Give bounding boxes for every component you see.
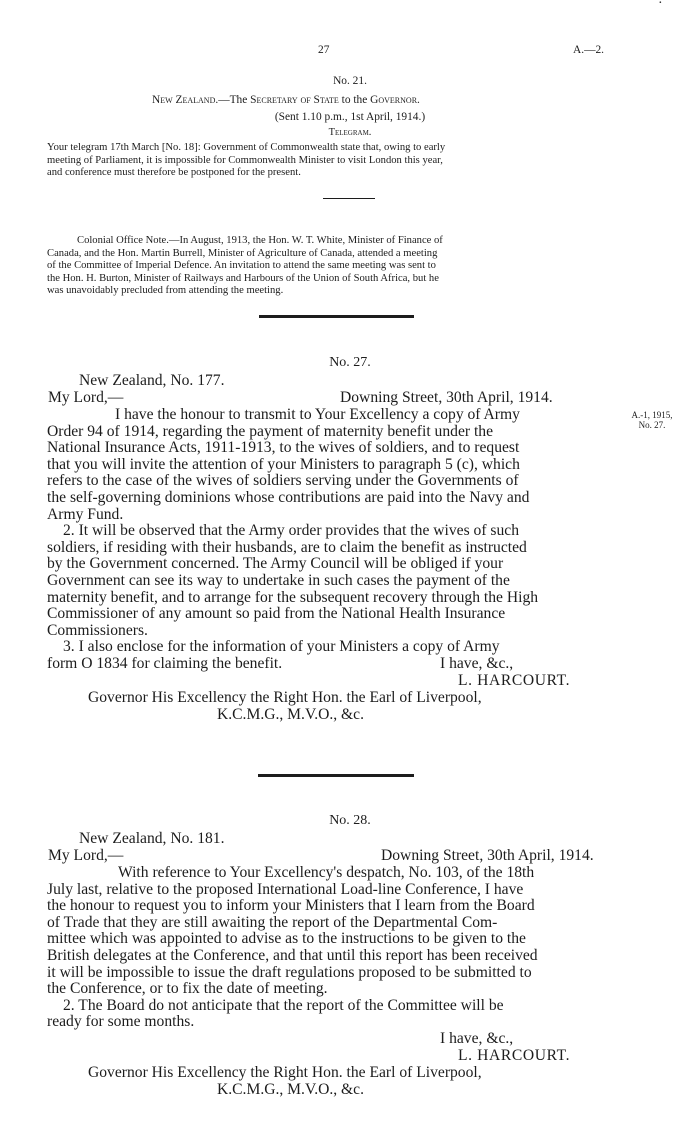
no27-heading: No. 27. — [329, 355, 371, 370]
margin-ref-line: No. 27. — [638, 420, 666, 430]
no27-signature: L. HARCOURT. — [458, 672, 571, 689]
thick-divider — [258, 774, 414, 777]
no27-body-line: Commissioners. — [47, 621, 148, 639]
no28-body — [47, 865, 619, 1031]
reference-code: A.—2. — [573, 44, 605, 56]
no21-body-line: and conference must therefore be postponed for the present. — [47, 167, 301, 179]
short-divider — [323, 198, 375, 199]
no27-margin-reference — [622, 410, 682, 430]
no28-body-line: British delegates at the Conference, and that until this report has been received — [47, 946, 538, 964]
no27-body-line: Commissioner of any amount so paid from the National Health Insurance — [47, 605, 506, 623]
no21-title-secretary: Secretary of State — [250, 94, 339, 106]
no21-body-line: meeting of Parliament, it is impossible for Commonwealth Minister to visit London this year, — [47, 154, 443, 166]
no28-body-line: 2. The Board do not anticipate that the report of the Committee will be — [63, 996, 504, 1014]
no27-body-line: by the Government concerned. The Army Council will be obliged if your — [47, 555, 504, 573]
no27-addressee-line-2: K.C.M.G., M.V.O., &c. — [217, 706, 364, 723]
no27-body-line: refers to the case of the wives of soldiers serving under the Governments of — [47, 472, 519, 490]
no27-body-line: I have the honour to transmit to Your Excellency a copy of Army — [115, 406, 520, 423]
margin-ref-line: A.-1, 1915, — [631, 410, 673, 420]
no28-body-line: mittee which was appointed to advise as to the instructions to be given to the — [47, 930, 526, 948]
no27-salutation: My Lord,— — [48, 389, 124, 406]
no21-title-mid-2: to the — [338, 94, 371, 106]
no21-heading: No. 21. — [333, 75, 367, 87]
no27-body-line: soldiers, if residing with their husbands, are to claim the benefit as instructed — [47, 538, 527, 556]
no27-body-line: Order 94 of 1914, regarding the payment of maternity benefit under the — [47, 422, 494, 440]
no28-place-date: Downing Street, 30th April, 1914. — [381, 847, 594, 864]
no27-body-line: maternity benefit, and to arrange for the subsequent recovery through the High — [47, 588, 539, 606]
no27-body-line: form O 1834 for claiming the benefit. — [47, 654, 283, 672]
no27-i-have: I have, &c., — [440, 655, 514, 672]
no28-addressee-line-2: K.C.M.G., M.V.O., &c. — [217, 1081, 364, 1098]
no21-title-lead: New Zealand. — [152, 94, 219, 106]
no27-reference: New Zealand, No. 177. — [79, 372, 225, 389]
no27-body — [47, 407, 619, 673]
no28-body-line: it will be impossible to issue the draft regulations proposed to be submitted to — [47, 963, 532, 981]
no28-body-line: the honour to request you to inform your Ministers that I learn from the Board — [47, 897, 535, 915]
no28-addressee-line-1: Governor His Excellency the Right Hon. the Earl of Liverpool, — [88, 1064, 482, 1081]
no28-body-line: ready for some months. — [47, 1013, 195, 1031]
no21-title-mid-1: —The — [218, 94, 251, 106]
no21-telegram-label: Telegram. — [328, 127, 372, 138]
no21-body — [47, 142, 619, 180]
no21-title-governor: Governor. — [370, 94, 420, 106]
corner-mark: · — [658, 0, 663, 11]
no27-body-line: Army Fund. — [47, 505, 124, 523]
no28-body-line: With reference to Your Excellency's despatch, No. 103, of the 18th — [118, 864, 535, 881]
page-number: 27 — [318, 44, 330, 56]
no28-body-line: July last, relative to the proposed International Load-line Conference, I have — [47, 880, 524, 898]
no28-signature: L. HARCOURT. — [458, 1047, 571, 1064]
no21-title — [152, 94, 420, 107]
colonial-office-note — [47, 235, 619, 298]
no28-salutation: My Lord,— — [48, 847, 124, 864]
no27-body-line: the self-governing dominions whose contributions are paid into the Navy and — [47, 488, 530, 506]
note-line: Canada, and the Hon. Martin Burrell, Minister of Agriculture of Canada, attended a meeting — [47, 247, 438, 259]
no21-sent-time: (Sent 1.10 p.m., 1st April, 1914.) — [274, 111, 426, 123]
no28-reference: New Zealand, No. 181. — [79, 830, 225, 847]
no27-body-line: 3. I also enclose for the information of your Ministers a copy of Army — [63, 638, 500, 656]
no27-addressee-line-1: Governor His Excellency the Right Hon. the Earl of Liverpool, — [88, 689, 482, 706]
no27-body-line: that you will invite the attention of your Ministers to paragraph 5 (c), which — [47, 455, 520, 473]
no28-body-line: of Trade that they are still awaiting the report of the Departmental Com- — [47, 913, 498, 931]
note-line: was unavoidably precluded from attending the meeting. — [47, 285, 284, 297]
note-line: of the Committee of Imperial Defence. An invitation to attend the same meeting was sent to — [47, 260, 436, 272]
no27-body-line: National Insurance Acts, 1911-1913, to the wives of soldiers, and to request — [47, 439, 520, 457]
no28-i-have: I have, &c., — [440, 1030, 514, 1047]
no27-body-line: Government can see its way to undertake in such cases the payment of the — [47, 571, 510, 589]
no28-body-line: the Conference, or to fix the date of meeting. — [47, 980, 328, 998]
no21-body-line: Your telegram 17th March [No. 18]: Government of Commonwealth state that, owing to early — [47, 142, 446, 153]
no27-body-line: 2. It will be observed that the Army order provides that the wives of such — [63, 522, 520, 540]
note-line: Colonial Office Note.—In August, 1913, the Hon. W. T. White, Minister of Finance of — [77, 235, 443, 246]
no28-heading: No. 28. — [329, 813, 371, 828]
thick-divider — [259, 315, 414, 318]
no27-place-date: Downing Street, 30th April, 1914. — [340, 389, 553, 406]
note-line: the Hon. H. Burton, Minister of Railways and Harbours of the Union of South Africa, but he — [47, 272, 439, 284]
